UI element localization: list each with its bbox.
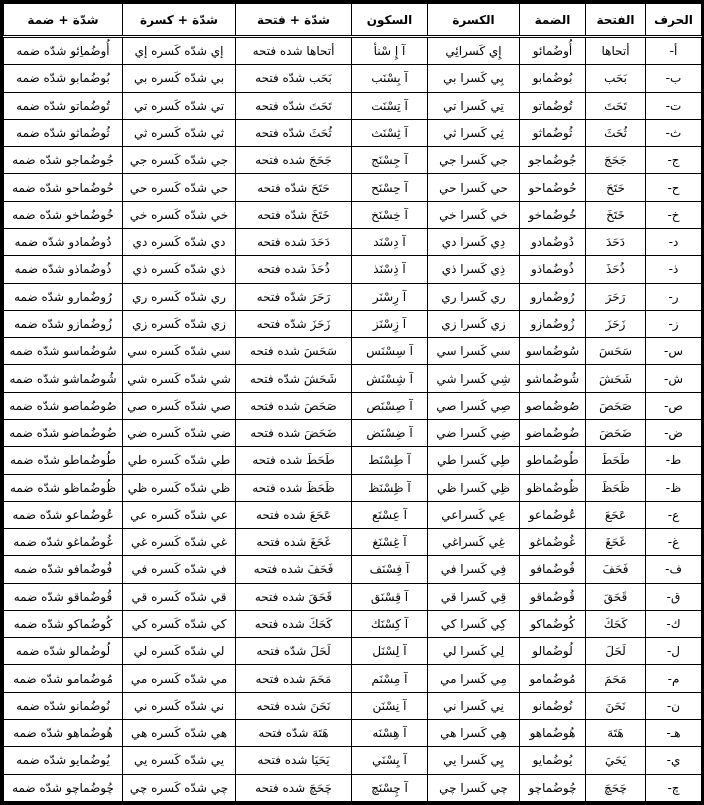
shadda-fatha-cell: شَحَشَ شدّه فتحه	[236, 365, 352, 392]
table-row	[4, 419, 702, 446]
letter-cell: ظ-	[646, 474, 702, 501]
fatha-cell: تَحَتَ	[586, 92, 646, 119]
kasra-cell: يِي كَسرا يي	[428, 747, 520, 774]
shadda-kasra-cell: كي شدّه كَسره كي	[123, 610, 236, 637]
damma-cell: نُوضُمانو	[520, 692, 586, 719]
shadda-fatha-cell: لَحَلَ شدّه فتحه	[236, 638, 352, 665]
shadda-kasra-cell: إي شدّه كَسره إي	[123, 37, 236, 65]
shadda-fatha-cell: يَحَيَا شده فتحه	[236, 747, 352, 774]
letter-cell: س-	[646, 338, 702, 365]
fatha-cell: ثُحَثَ	[586, 119, 646, 146]
damma-cell: تُوضُماتو	[520, 92, 586, 119]
shadda-damma-cell: ثُوضُماثو شدّه ضمه	[4, 119, 123, 146]
fatha-cell: قَحَقَ	[586, 583, 646, 610]
letter-cell: ت-	[646, 92, 702, 119]
damma-cell: هُوضُماهو	[520, 720, 586, 747]
sukun-cell: آ رِسْنَر	[352, 283, 428, 310]
fatha-cell: عَحَعَ	[586, 501, 646, 528]
kasra-cell: سي كَسرا سي	[428, 338, 520, 365]
letter-cell: ش-	[646, 365, 702, 392]
shadda-kasra-cell: زي شدّه كَسره زي	[123, 310, 236, 337]
header-shadda-damma: شدّة + ضمة	[4, 4, 123, 37]
damma-cell: دُوضُمادو	[520, 228, 586, 255]
shadda-fatha-cell: غَحَغَ شده فتحه	[236, 529, 352, 556]
kasra-cell: شِي كَسرا شي	[428, 365, 520, 392]
sukun-cell: آ چِسْنَچ	[352, 774, 428, 801]
table-row	[4, 283, 702, 310]
letter-cell: ب-	[646, 65, 702, 92]
kasra-cell: ذِي كَسرا ذي	[428, 256, 520, 283]
letter-cell: ز-	[646, 310, 702, 337]
table-row	[4, 556, 702, 583]
shadda-damma-cell: مُوضُمامو شدّه ضمه	[4, 665, 123, 692]
shadda-fatha-cell: مَحَمَ شده فتحه	[236, 665, 352, 692]
letter-cell: ن-	[646, 692, 702, 719]
kasra-cell: خي كَسرا خي	[428, 201, 520, 228]
kasra-cell: ظِي كَسرا ظي	[428, 474, 520, 501]
fatha-cell: خَتَخَ	[586, 201, 646, 228]
shadda-damma-cell: كُوضُماكو شدّه ضمه	[4, 610, 123, 637]
shadda-kasra-cell: مي شدّه كَسره مي	[123, 665, 236, 692]
kasra-cell: مِي كَسرا مي	[428, 665, 520, 692]
shadda-fatha-cell: چَحَچَ شده فتحه	[236, 774, 352, 801]
fatha-cell: سَحَسَ	[586, 338, 646, 365]
shadda-damma-cell: ذُوضُماذو شدّه ضمه	[4, 256, 123, 283]
table-row	[4, 338, 702, 365]
letter-cell: ث-	[646, 119, 702, 146]
letter-cell: ك-	[646, 610, 702, 637]
shadda-fatha-cell: ظَحَظَ شده فتحه	[236, 474, 352, 501]
letter-cell: ج-	[646, 147, 702, 174]
fatha-cell: غَحَغَ	[586, 529, 646, 556]
fatha-cell: دَحَدَ	[586, 228, 646, 255]
header-shadda-kasra: شدّة + كسرة	[123, 4, 236, 37]
table-row	[4, 501, 702, 528]
table-row	[4, 583, 702, 610]
shadda-damma-cell: سُوضُماسو شدّه ضمه	[4, 338, 123, 365]
sukun-cell: آ إِ سْنأ	[352, 37, 428, 65]
fatha-cell: أتحاها	[586, 37, 646, 65]
letter-cell: چ-	[646, 774, 702, 801]
letter-cell: ع-	[646, 501, 702, 528]
shadda-kasra-cell: ني شدّه كَسره ني	[123, 692, 236, 719]
shadda-kasra-cell: في شدّه كَسره في	[123, 556, 236, 583]
damma-cell: قُوضُماقو	[520, 583, 586, 610]
letter-cell: ف-	[646, 556, 702, 583]
shadda-kasra-cell: تي شدّه كَسره تي	[123, 92, 236, 119]
table-row	[4, 310, 702, 337]
shadda-kasra-cell: قي شدّه كَسره قي	[123, 583, 236, 610]
shadda-damma-cell: ضُوضُماضو شدّه ضمه	[4, 419, 123, 446]
damma-cell: فُوضُمافو	[520, 556, 586, 583]
fatha-cell: لَحَلَ	[586, 638, 646, 665]
shadda-kasra-cell: بي شدّه كَسره بي	[123, 65, 236, 92]
table-row	[4, 665, 702, 692]
shadda-kasra-cell: جي شدّه كَسره جي	[123, 147, 236, 174]
kasra-cell: بِي كَسرا بي	[428, 65, 520, 92]
damma-cell: كُوضُماكو	[520, 610, 586, 637]
shadda-damma-cell: حُوضُماحو شدّه ضمه	[4, 174, 123, 201]
shadda-fatha-cell: هَتَهَ شدّه فتحه	[236, 720, 352, 747]
sukun-cell: آ طِسْنَط	[352, 447, 428, 474]
kasra-cell: ضِي كَسرا ضي	[428, 419, 520, 446]
shadda-kasra-cell: ضي شدّه كَسره ضي	[123, 419, 236, 446]
shadda-damma-cell: هُوضُماهو شدّه ضمه	[4, 720, 123, 747]
table-row	[4, 747, 702, 774]
damma-cell: زُوضُمازو	[520, 310, 586, 337]
header-kasra: الكسرة	[428, 4, 520, 37]
kasra-cell: جي كَسرا جي	[428, 147, 520, 174]
shadda-fatha-cell: طَحَطَ شده فتحه	[236, 447, 352, 474]
letter-cell: ق-	[646, 583, 702, 610]
shadda-kasra-cell: سي شدّه كَسره سي	[123, 338, 236, 365]
kasra-cell: فِي كَسرا في	[428, 556, 520, 583]
damma-cell: غُوضُماغو	[520, 529, 586, 556]
damma-cell: حُوضُماحو	[520, 174, 586, 201]
letter-cell: ط-	[646, 447, 702, 474]
damma-cell: ثُوضُماثو	[520, 119, 586, 146]
table-row	[4, 638, 702, 665]
shadda-damma-cell: شُوضُماشو شدّه ضمه	[4, 365, 123, 392]
kasra-cell: كِي كَسرا كي	[428, 610, 520, 637]
header-fatha: الفتحة	[586, 4, 646, 37]
damma-cell: ذُوضُماذو	[520, 256, 586, 283]
fatha-cell: فَحَفَ	[586, 556, 646, 583]
damma-cell: صُوضُماصو	[520, 392, 586, 419]
sukun-cell: آ كِسْنَك	[352, 610, 428, 637]
sukun-cell: آ غِسْنَغ	[352, 529, 428, 556]
shadda-damma-cell: يُوضُمايو شدّه ضمه	[4, 747, 123, 774]
shadda-damma-cell: رُوضُمارو شدّه ضمه	[4, 283, 123, 310]
shadda-kasra-cell: خي شدّه كَسره خي	[123, 201, 236, 228]
table-row	[4, 228, 702, 255]
sukun-cell: آ سِسْنَس	[352, 338, 428, 365]
letter-cell: ر-	[646, 283, 702, 310]
damma-cell: رُوضُمارو	[520, 283, 586, 310]
shadda-damma-cell: قُوضُماقو شدّه ضمه	[4, 583, 123, 610]
sukun-cell: آ هِسْنَه	[352, 720, 428, 747]
header-damma: الضمة	[520, 4, 586, 37]
shadda-damma-cell: چُوضُماچو شدّه ضمه	[4, 774, 123, 801]
damma-cell: بُوضُمابو	[520, 65, 586, 92]
kasra-cell: صِي كَسرا صي	[428, 392, 520, 419]
letter-cell: خ-	[646, 201, 702, 228]
kasra-cell: عِي كَسراعي	[428, 501, 520, 528]
shadda-kasra-cell: عي شدّه كَسره عي	[123, 501, 236, 528]
shadda-fatha-cell: زَحَزَ شدّه فتحه	[236, 310, 352, 337]
fatha-cell: بَحَب	[586, 65, 646, 92]
damma-cell: ضُوضُماضو	[520, 419, 586, 446]
letter-cell: أ-	[646, 37, 702, 65]
kasra-cell: حي كَسرا حي	[428, 174, 520, 201]
shadda-kasra-cell: يي شدّه كَسره يي	[123, 747, 236, 774]
fatha-cell: صَحَصَ	[586, 392, 646, 419]
damma-cell: چُوضُماچو	[520, 774, 586, 801]
shadda-fatha-cell: ذُحَذَ شده فتحه	[236, 256, 352, 283]
sukun-cell: آ دِسْنَد	[352, 228, 428, 255]
shadda-kasra-cell: لي شدّه كَسره لي	[123, 638, 236, 665]
shadda-kasra-cell: شي شدّه كَسره شي	[123, 365, 236, 392]
sukun-cell: آ حِسْنَح	[352, 174, 428, 201]
shadda-fatha-cell: عَحَعَ شده فتحه	[236, 501, 352, 528]
shadda-fatha-cell: قَحَقَ شده فتحه	[236, 583, 352, 610]
kasra-cell: طِي كَسرا طي	[428, 447, 520, 474]
shadda-damma-cell: فُوضُمافو شدّه ضمه	[4, 556, 123, 583]
letter-cell: ي-	[646, 747, 702, 774]
fatha-cell: ظَحَظَ	[586, 474, 646, 501]
sukun-cell: آ ضِسْنَض	[352, 419, 428, 446]
letter-cell: هـ-	[646, 720, 702, 747]
table-row	[4, 119, 702, 146]
fatha-cell: جَحَجَ	[586, 147, 646, 174]
sukun-cell: آ ذِسْنَذ	[352, 256, 428, 283]
damma-cell: مُوضُمامو	[520, 665, 586, 692]
shadda-kasra-cell: صي شدّه كَسره صي	[123, 392, 236, 419]
fatha-cell: يَحَيَ	[586, 747, 646, 774]
shadda-kasra-cell: ري شدّه كَسره ري	[123, 283, 236, 310]
sukun-cell: آ لِسْنَل	[352, 638, 428, 665]
sukun-cell: آ تِسْنَت	[352, 92, 428, 119]
sukun-cell: آ خِسْنَخ	[352, 201, 428, 228]
shadda-kasra-cell: هي شدّه كَسره هي	[123, 720, 236, 747]
table-row	[4, 256, 702, 283]
kasra-cell: تِي كَسرا تي	[428, 92, 520, 119]
shadda-fatha-cell: سَحَسَ شده فتحه	[236, 338, 352, 365]
table-row	[4, 201, 702, 228]
table-row	[4, 720, 702, 747]
shadda-damma-cell: غُوضُماغو شدّه ضمه	[4, 529, 123, 556]
shadda-fatha-cell: خَتَخَ شدّه فتحه	[236, 201, 352, 228]
table-row	[4, 610, 702, 637]
kasra-cell: ثِي كَسرا ثي	[428, 119, 520, 146]
shadda-damma-cell: لُوضُمالو شدّه ضمه	[4, 638, 123, 665]
shadda-damma-cell: زُوضُمازو شدّه ضمه	[4, 310, 123, 337]
sukun-cell: آ ثِسْنَث	[352, 119, 428, 146]
shadda-fatha-cell: حَتَحَ شدّه فتحه	[236, 174, 352, 201]
shadda-damma-cell: صُوضُماصو شدّه ضمه	[4, 392, 123, 419]
table-row	[4, 774, 702, 801]
shadda-kasra-cell: دي شدّه كَسره دي	[123, 228, 236, 255]
kasra-cell: زي كَسرا زي	[428, 310, 520, 337]
fatha-cell: رَحَرَ	[586, 283, 646, 310]
sukun-cell: آ عِسْنَع	[352, 501, 428, 528]
table-row	[4, 365, 702, 392]
fatha-cell: چَحَچَ	[586, 774, 646, 801]
shadda-fatha-cell: صَحَصَ شده فتحه	[236, 392, 352, 419]
sukun-cell: آ فِسْنَف	[352, 556, 428, 583]
shadda-fatha-cell: كَحَكَ شده فتحه	[236, 610, 352, 637]
letter-cell: ذ-	[646, 256, 702, 283]
shadda-kasra-cell: ثي شدّه كَسره ثي	[123, 119, 236, 146]
shadda-damma-cell: نُوضُمانو شدّه ضمه	[4, 692, 123, 719]
letter-cell: غ-	[646, 529, 702, 556]
header-shadda-fatha: شدّة + فتحة	[236, 4, 352, 37]
table-row	[4, 174, 702, 201]
kasra-cell: ري كَسرا ري	[428, 283, 520, 310]
letter-cell: ح-	[646, 174, 702, 201]
letter-cell: د-	[646, 228, 702, 255]
shadda-kasra-cell: غي شدّه كَسره غي	[123, 529, 236, 556]
table-row	[4, 692, 702, 719]
fatha-cell: حَتَحَ	[586, 174, 646, 201]
kasra-cell: نِي كَسرا ني	[428, 692, 520, 719]
fatha-cell: نَحَنَ	[586, 692, 646, 719]
fatha-cell: هَتَهَ	[586, 720, 646, 747]
shadda-kasra-cell: ظي شدّه كَسره ظي	[123, 474, 236, 501]
table-row	[4, 65, 702, 92]
damma-cell: شُوضُماشو	[520, 365, 586, 392]
shadda-damma-cell: ظُوضُماظو شدّه ضمه	[4, 474, 123, 501]
shadda-fatha-cell: بَحَب شدّه فتحه	[236, 65, 352, 92]
fatha-cell: زَحَزَ	[586, 310, 646, 337]
shadda-fatha-cell: ضَحَضَ شده فتحه	[236, 419, 352, 446]
damma-cell: ظُوضُماظو	[520, 474, 586, 501]
letter-cell: ل-	[646, 638, 702, 665]
table-row	[4, 147, 702, 174]
shadda-fatha-cell: فَحَفَ شده فتحه	[236, 556, 352, 583]
letter-cell: م-	[646, 665, 702, 692]
letter-cell: ض-	[646, 419, 702, 446]
shadda-damma-cell: دُوضُمادو شدّه ضمه	[4, 228, 123, 255]
shadda-damma-cell: خُوضُماخو شدّه ضمه	[4, 201, 123, 228]
damma-cell: سُوضُماسو	[520, 338, 586, 365]
table-row	[4, 392, 702, 419]
table-row	[4, 447, 702, 474]
shadda-damma-cell: تُوضُماتو شدّه ضمه	[4, 92, 123, 119]
letter-cell: ص-	[646, 392, 702, 419]
sukun-cell: آ ظِسْنَظ	[352, 474, 428, 501]
damma-cell: طُوضُماطو	[520, 447, 586, 474]
table-header	[4, 4, 702, 37]
fatha-cell: مَحَمَ	[586, 665, 646, 692]
kasra-cell: هِي كَسرا هي	[428, 720, 520, 747]
arabic-diacritics-table	[3, 3, 702, 802]
shadda-fatha-cell: رَحَرَ شدّه فتحه	[236, 283, 352, 310]
shadda-damma-cell: عُوضُماعو شدّه ضمه	[4, 501, 123, 528]
fatha-cell: ضَحَضَ	[586, 419, 646, 446]
kasra-cell: قِي كَسرا قي	[428, 583, 520, 610]
damma-cell: لُوضُمالو	[520, 638, 586, 665]
fatha-cell: ذُحَذَ	[586, 256, 646, 283]
shadda-kasra-cell: حي شدّه كَسره حي	[123, 174, 236, 201]
shadda-kasra-cell: چي شدّه كَسره چي	[123, 774, 236, 801]
header-letter: الحرف	[646, 4, 702, 37]
shadda-fatha-cell: تَحَتَ شدّه فتحه	[236, 92, 352, 119]
kasra-cell: لِي كَسرا لي	[428, 638, 520, 665]
sukun-cell: آ مِسْنَم	[352, 665, 428, 692]
shadda-damma-cell: طُوضُماطو شدّه ضمه	[4, 447, 123, 474]
damma-cell: خُوضُماخو	[520, 201, 586, 228]
shadda-fatha-cell: ثُحَثَ شدّه فتحه	[236, 119, 352, 146]
kasra-cell: إِي كَسرائِي	[428, 37, 520, 65]
sukun-cell: آ نِسْنَن	[352, 692, 428, 719]
shadda-kasra-cell: ذي شدّه كَسره ذي	[123, 256, 236, 283]
table-row	[4, 92, 702, 119]
sukun-cell: آ زِسْنَز	[352, 310, 428, 337]
shadda-damma-cell: بُوضُمابو شدّه ضمه	[4, 65, 123, 92]
fatha-cell: طَحَطَ	[586, 447, 646, 474]
fatha-cell: كَحَكَ	[586, 610, 646, 637]
sukun-cell: آ صِسْنَص	[352, 392, 428, 419]
fatha-cell: شَحَشَ	[586, 365, 646, 392]
shadda-fatha-cell: دَحَدَ شده فتحه	[236, 228, 352, 255]
damma-cell: جُوضُماجو	[520, 147, 586, 174]
damma-cell: عُوضُماعو	[520, 501, 586, 528]
kasra-cell: دِي كَسرا دي	[428, 228, 520, 255]
header-row	[4, 4, 702, 37]
sukun-cell: آ شِسْنَش	[352, 365, 428, 392]
shadda-fatha-cell: أتحاها شده فتحه	[236, 37, 352, 65]
sukun-cell: آ قِسْنَق	[352, 583, 428, 610]
sukun-cell: آ بِسْنَب	[352, 65, 428, 92]
damma-cell: أُوضُمائو	[520, 37, 586, 65]
shadda-damma-cell: أُوضُماِئو شدّه ضمه	[4, 37, 123, 65]
table-row	[4, 37, 702, 65]
sukun-cell: آ جِسْنَج	[352, 147, 428, 174]
shadda-fatha-cell: نَحَنَ شده فتحه	[236, 692, 352, 719]
damma-cell: يُوضُمايو	[520, 747, 586, 774]
table-row	[4, 474, 702, 501]
kasra-cell: غِي كَسراغي	[428, 529, 520, 556]
shadda-damma-cell: جُوضُماجو شدّه ضمه	[4, 147, 123, 174]
shadda-fatha-cell: جَحَجَ شده فتحه	[236, 147, 352, 174]
kasra-cell: چي كَسرا چي	[428, 774, 520, 801]
header-sukun: السكون	[352, 4, 428, 37]
table-body	[4, 37, 702, 802]
sukun-cell: آ يِسْنَي	[352, 747, 428, 774]
shadda-kasra-cell: طي شدّه كَسره طي	[123, 447, 236, 474]
table-row	[4, 529, 702, 556]
